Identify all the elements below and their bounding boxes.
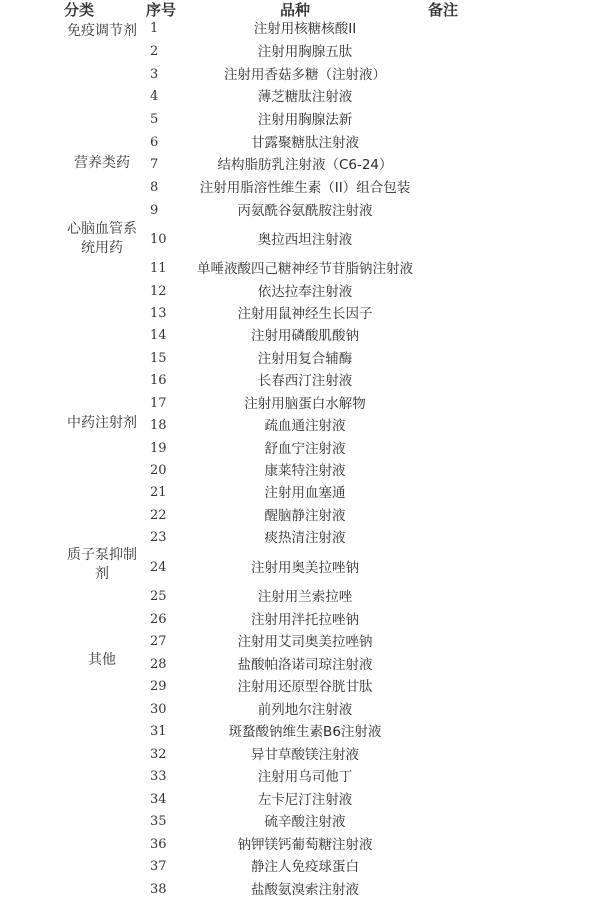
row-number: 2 xyxy=(150,44,159,59)
table-row xyxy=(0,835,600,855)
table-row xyxy=(0,230,600,250)
drug-name: 注射用泮托拉唑钠 xyxy=(251,612,359,628)
table-row xyxy=(0,745,600,765)
table-row xyxy=(0,483,600,503)
drug-name: 注射用磷酸肌酸钠 xyxy=(251,328,359,344)
row-number: 27 xyxy=(150,634,167,649)
row-number: 25 xyxy=(150,589,167,604)
drug-name: 注射用兰索拉唑 xyxy=(257,589,353,605)
drug-name: 注射用胸腺法新 xyxy=(257,112,353,128)
drug-name: 注射用脂溶性维生素（II）组合包装 xyxy=(199,180,411,196)
table-row xyxy=(0,259,600,279)
row-number: 8 xyxy=(150,180,159,195)
drug-name: 丙氨酰谷氨酰胺注射液 xyxy=(237,203,373,219)
drug-name: 注射用奥美拉唑钠 xyxy=(251,560,359,576)
header-number: 序号 xyxy=(146,1,177,19)
table-row xyxy=(0,461,600,481)
table-row xyxy=(0,394,600,414)
drug-name: 盐酸氨溴索注射液 xyxy=(251,882,359,898)
row-number: 17 xyxy=(150,396,167,411)
row-number: 18 xyxy=(150,418,167,433)
table-row xyxy=(0,700,600,720)
category-label-line: 营养类药 xyxy=(74,155,130,171)
row-number: 20 xyxy=(150,463,167,478)
row-number: 30 xyxy=(150,702,167,717)
table-row xyxy=(0,677,600,697)
category-label-line: 剂 xyxy=(95,566,109,582)
row-number: 29 xyxy=(150,679,167,694)
category-label-line: 免疫调节剂 xyxy=(67,23,137,39)
table-row xyxy=(0,87,600,107)
drug-name: 舒血宁注射液 xyxy=(264,441,346,457)
table-row xyxy=(0,812,600,832)
row-number: 12 xyxy=(150,284,167,299)
row-number: 6 xyxy=(150,135,159,150)
drug-name: 钠钾镁钙葡萄糖注射液 xyxy=(237,837,373,853)
table-row xyxy=(0,65,600,85)
table-row xyxy=(0,767,600,787)
table-row xyxy=(0,349,600,369)
drug-name: 长春西汀注射液 xyxy=(257,373,353,389)
drug-name: 依达拉奉注射液 xyxy=(257,284,353,300)
drug-name: 注射用胸腺五肽 xyxy=(257,44,353,60)
table-row xyxy=(0,133,600,153)
table-row xyxy=(0,19,600,39)
drug-name: 疏血通注射液 xyxy=(264,418,346,434)
table-row xyxy=(0,880,600,900)
row-number: 36 xyxy=(150,837,167,852)
drug-name: 结构脂肪乳注射液（C6-24） xyxy=(217,157,393,173)
row-number: 7 xyxy=(150,157,159,172)
row-number: 34 xyxy=(150,792,167,807)
drug-name: 注射用核糖核酸II xyxy=(253,21,357,37)
row-number: 9 xyxy=(150,203,159,218)
row-number: 21 xyxy=(150,485,167,500)
table-row xyxy=(0,326,600,346)
table-row xyxy=(0,439,600,459)
drug-name: 注射用香菇多糖（注射液） xyxy=(224,67,386,83)
drug-name: 前列地尔注射液 xyxy=(257,702,353,718)
row-number: 14 xyxy=(150,328,167,343)
table-row xyxy=(0,304,600,324)
category-label-line: 其他 xyxy=(88,652,116,668)
table-row xyxy=(0,610,600,630)
drug-name: 注射用血塞通 xyxy=(264,485,346,501)
row-number: 4 xyxy=(150,89,159,104)
drug-name: 左卡尼汀注射液 xyxy=(257,792,353,808)
row-number: 10 xyxy=(150,232,167,247)
drug-name: 甘露聚糖肽注射液 xyxy=(251,135,359,151)
row-number: 15 xyxy=(150,351,167,366)
row-number: 32 xyxy=(150,747,167,762)
category-label-line: 统用药 xyxy=(81,240,123,256)
drug-name: 斑蝥酸钠维生素B6注射液 xyxy=(228,724,382,740)
category-label-line: 中药注射剂 xyxy=(67,415,137,431)
drug-name: 静注人免疫球蛋白 xyxy=(251,859,359,875)
category-label-line: 心脑血管系 xyxy=(67,221,137,237)
drug-name: 硫辛酸注射液 xyxy=(264,814,346,830)
drug-name: 奥拉西坦注射液 xyxy=(257,232,353,248)
row-number: 1 xyxy=(150,21,159,36)
drug-name: 注射用脑蛋白水解物 xyxy=(244,396,366,412)
table-row xyxy=(0,857,600,877)
row-number: 38 xyxy=(150,882,167,897)
table-row xyxy=(0,201,600,221)
drug-name: 薄芝糖肽注射液 xyxy=(257,89,353,105)
drug-name: 注射用鼠神经生长因子 xyxy=(237,306,373,322)
drug-name: 注射用乌司他丁 xyxy=(257,769,353,785)
row-number: 37 xyxy=(150,859,167,874)
row-number: 31 xyxy=(150,724,167,739)
row-number: 5 xyxy=(150,112,159,127)
table-row xyxy=(0,790,600,810)
drug-name: 痰热清注射液 xyxy=(264,530,346,546)
row-number: 28 xyxy=(150,657,167,672)
table-row xyxy=(0,587,600,607)
table-row xyxy=(0,155,600,175)
table-row xyxy=(0,110,600,130)
row-number: 35 xyxy=(150,814,167,829)
row-number: 23 xyxy=(150,530,167,545)
row-number: 33 xyxy=(150,769,167,784)
row-number: 22 xyxy=(150,508,167,523)
table-row xyxy=(0,371,600,391)
row-number: 26 xyxy=(150,612,167,627)
table-row xyxy=(0,655,600,675)
table-row xyxy=(0,42,600,62)
drug-name: 盐酸帕洛诺司琼注射液 xyxy=(237,657,373,673)
row-number: 16 xyxy=(150,373,167,388)
row-number: 19 xyxy=(150,441,167,456)
drug-name: 注射用艾司奥美拉唑钠 xyxy=(237,634,373,650)
drug-name: 异甘草酸镁注射液 xyxy=(251,747,359,763)
row-number: 13 xyxy=(150,306,167,321)
header-category: 分类 xyxy=(64,1,95,19)
row-number: 11 xyxy=(150,261,167,276)
table-row xyxy=(0,416,600,436)
category-label-line: 质子泵抑制 xyxy=(67,547,137,563)
header-name: 品种 xyxy=(280,1,311,19)
table-row xyxy=(0,528,600,548)
drug-name: 注射用还原型谷胱甘肽 xyxy=(237,679,373,695)
table-row xyxy=(0,282,600,302)
drug-name: 单唾液酸四己糖神经节苷脂钠注射液 xyxy=(197,261,413,277)
table-row xyxy=(0,722,600,742)
table-row xyxy=(0,632,600,652)
table-row xyxy=(0,178,600,198)
table-row xyxy=(0,558,600,578)
table-row xyxy=(0,506,600,526)
drug-name: 醒脑静注射液 xyxy=(264,508,346,524)
row-number: 24 xyxy=(150,560,167,575)
row-number: 3 xyxy=(150,67,159,82)
drug-name: 注射用复合辅酶 xyxy=(257,351,353,367)
header-note: 备注 xyxy=(428,1,459,19)
drug-name: 康莱特注射液 xyxy=(264,463,346,479)
